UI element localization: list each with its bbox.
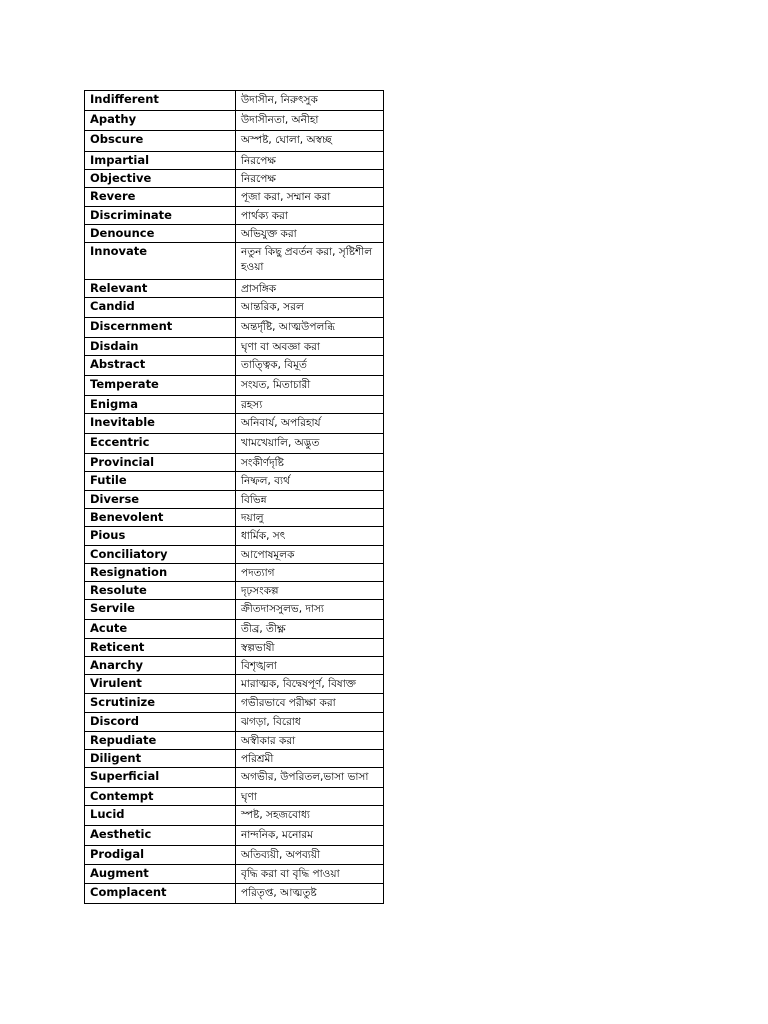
english-word-cell: Enigma xyxy=(85,396,236,414)
table-row xyxy=(85,434,384,454)
table-row xyxy=(85,376,384,396)
table-row xyxy=(85,694,384,713)
english-word-cell: Diligent xyxy=(85,750,236,768)
english-word-cell: Impartial xyxy=(85,152,236,170)
english-word-cell: Reticent xyxy=(85,639,236,657)
table-row xyxy=(85,846,384,865)
english-word-cell: Virulent xyxy=(85,675,236,694)
bengali-meaning-cell: অস্বীকার করা xyxy=(236,732,384,750)
bengali-meaning-cell: স্বল্পভাষী xyxy=(236,639,384,657)
english-word-cell: Discriminate xyxy=(85,207,236,225)
bengali-meaning-cell: ক্রীতদাসসুলভ, দাস্য xyxy=(236,600,384,620)
bengali-meaning-cell: অতিব্যয়ী, অপব্যয়ী xyxy=(236,846,384,865)
table-row xyxy=(85,620,384,639)
english-word-cell: Denounce xyxy=(85,225,236,243)
table-row xyxy=(85,582,384,600)
english-word-cell: Provincial xyxy=(85,454,236,472)
table-row xyxy=(85,91,384,111)
table-row xyxy=(85,472,384,491)
vocabulary-table-body xyxy=(85,91,384,904)
bengali-meaning-cell: ঘৃণা xyxy=(236,788,384,806)
english-word-cell: Objective xyxy=(85,170,236,188)
english-word-cell: Apathy xyxy=(85,111,236,131)
english-word-cell: Innovate xyxy=(85,243,236,280)
table-row xyxy=(85,131,384,152)
english-word-cell: Inevitable xyxy=(85,414,236,434)
table-row xyxy=(85,546,384,564)
table-row xyxy=(85,750,384,768)
bengali-meaning-cell: নান্দনিক, মনোরম xyxy=(236,826,384,846)
table-row xyxy=(85,768,384,788)
bengali-meaning-cell: প্রাসঙ্গিক xyxy=(236,280,384,298)
table-row xyxy=(85,338,384,356)
table-row xyxy=(85,225,384,243)
english-word-cell: Discord xyxy=(85,713,236,732)
english-word-cell: Resolute xyxy=(85,582,236,600)
table-row xyxy=(85,509,384,527)
table-row xyxy=(85,207,384,225)
english-word-cell: Complacent xyxy=(85,884,236,904)
table-row xyxy=(85,280,384,298)
english-word-cell: Prodigal xyxy=(85,846,236,865)
bengali-meaning-cell: পরিতৃপ্ত, আত্মতুষ্ট xyxy=(236,884,384,904)
bengali-meaning-cell: নিরপেক্ষ xyxy=(236,152,384,170)
english-word-cell: Revere xyxy=(85,188,236,207)
english-word-cell: Acute xyxy=(85,620,236,639)
bengali-meaning-cell: তাত্ত্বিক, বিমূর্ত xyxy=(236,356,384,376)
vocabulary-table xyxy=(84,90,384,904)
bengali-meaning-cell: পার্থক্য করা xyxy=(236,207,384,225)
table-row xyxy=(85,639,384,657)
bengali-meaning-cell: বিভিন্ন xyxy=(236,491,384,509)
table-row xyxy=(85,396,384,414)
bengali-meaning-cell: সংকীর্ণদৃষ্টি xyxy=(236,454,384,472)
bengali-meaning-cell: আন্তরিক, সরল xyxy=(236,298,384,318)
english-word-cell: Relevant xyxy=(85,280,236,298)
table-row xyxy=(85,564,384,582)
english-word-cell: Eccentric xyxy=(85,434,236,454)
english-word-cell: Discernment xyxy=(85,318,236,338)
english-word-cell: Repudiate xyxy=(85,732,236,750)
table-row xyxy=(85,884,384,904)
table-row xyxy=(85,454,384,472)
bengali-meaning-cell: আপোষমূলক xyxy=(236,546,384,564)
bengali-meaning-cell: অন্তর্দৃষ্টি, আত্মউপলব্ধি xyxy=(236,318,384,338)
english-word-cell: Contempt xyxy=(85,788,236,806)
english-word-cell: Obscure xyxy=(85,131,236,152)
bengali-meaning-cell: নিষ্ফল, ব্যর্থ xyxy=(236,472,384,491)
bengali-meaning-cell: পরিশ্রমী xyxy=(236,750,384,768)
bengali-meaning-cell: নতুন কিছু প্রবর্তন করা, সৃষ্টিশীল হওয়া xyxy=(236,243,384,280)
bengali-meaning-cell: অস্পষ্ট, ঘোলা, অস্বচ্ছ xyxy=(236,131,384,152)
table-row xyxy=(85,657,384,675)
bengali-meaning-cell: উদাসীনতা, অনীহা xyxy=(236,111,384,131)
bengali-meaning-cell: দয়ালু xyxy=(236,509,384,527)
bengali-meaning-cell: ধার্মিক, সৎ xyxy=(236,527,384,546)
bengali-meaning-cell: অগভীর, উপরিতল,ভাসা ভাসা xyxy=(236,768,384,788)
bengali-meaning-cell: সংযত, মিতাচারী xyxy=(236,376,384,396)
bengali-meaning-cell: মারাত্মক, বিদ্বেষপূর্ণ, বিষাক্ত xyxy=(236,675,384,694)
english-word-cell: Servile xyxy=(85,600,236,620)
bengali-meaning-cell: রহস্য xyxy=(236,396,384,414)
bengali-meaning-cell: বৃদ্ধি করা বা বৃদ্ধি পাওয়া xyxy=(236,865,384,884)
english-word-cell: Lucid xyxy=(85,806,236,826)
english-word-cell: Candid xyxy=(85,298,236,318)
bengali-meaning-cell: অনিবার্য, অপরিহার্য xyxy=(236,414,384,434)
table-row xyxy=(85,826,384,846)
table-row xyxy=(85,713,384,732)
english-word-cell: Conciliatory xyxy=(85,546,236,564)
table-row xyxy=(85,111,384,131)
table-row xyxy=(85,600,384,620)
bengali-meaning-cell: খামখেয়ালি, অদ্ভুত xyxy=(236,434,384,454)
table-row xyxy=(85,806,384,826)
bengali-meaning-cell: ঝগড়া, বিরোধ xyxy=(236,713,384,732)
english-word-cell: Disdain xyxy=(85,338,236,356)
table-row xyxy=(85,732,384,750)
english-word-cell: Futile xyxy=(85,472,236,491)
bengali-meaning-cell: উদাসীন, নিরুৎসুক xyxy=(236,91,384,111)
table-row xyxy=(85,356,384,376)
english-word-cell: Indifferent xyxy=(85,91,236,111)
english-word-cell: Pious xyxy=(85,527,236,546)
bengali-meaning-cell: পূজা করা, সম্মান করা xyxy=(236,188,384,207)
table-row xyxy=(85,170,384,188)
english-word-cell: Abstract xyxy=(85,356,236,376)
bengali-meaning-cell: বিশৃঙ্খলা xyxy=(236,657,384,675)
table-row xyxy=(85,491,384,509)
english-word-cell: Augment xyxy=(85,865,236,884)
table-row xyxy=(85,675,384,694)
table-row xyxy=(85,152,384,170)
table-row xyxy=(85,414,384,434)
english-word-cell: Anarchy xyxy=(85,657,236,675)
bengali-meaning-cell: তীব্র, তীক্ষ্ণ xyxy=(236,620,384,639)
table-row xyxy=(85,188,384,207)
bengali-meaning-cell: গভীরভাবে পরীক্ষা করা xyxy=(236,694,384,713)
english-word-cell: Resignation xyxy=(85,564,236,582)
bengali-meaning-cell: ঘৃণা বা অবজ্ঞা করা xyxy=(236,338,384,356)
table-row xyxy=(85,318,384,338)
bengali-meaning-cell: দৃঢ়সংকল্প xyxy=(236,582,384,600)
table-row xyxy=(85,788,384,806)
table-row xyxy=(85,298,384,318)
table-row xyxy=(85,865,384,884)
bengali-meaning-cell: অভিযুক্ত করা xyxy=(236,225,384,243)
english-word-cell: Temperate xyxy=(85,376,236,396)
english-word-cell: Superficial xyxy=(85,768,236,788)
english-word-cell: Diverse xyxy=(85,491,236,509)
english-word-cell: Benevolent xyxy=(85,509,236,527)
bengali-meaning-cell: স্পষ্ট, সহজবোধ্য xyxy=(236,806,384,826)
bengali-meaning-cell: নিরপেক্ষ xyxy=(236,170,384,188)
english-word-cell: Aesthetic xyxy=(85,826,236,846)
bengali-meaning-cell: পদত্যাগ xyxy=(236,564,384,582)
english-word-cell: Scrutinize xyxy=(85,694,236,713)
table-row xyxy=(85,527,384,546)
table-row xyxy=(85,243,384,280)
